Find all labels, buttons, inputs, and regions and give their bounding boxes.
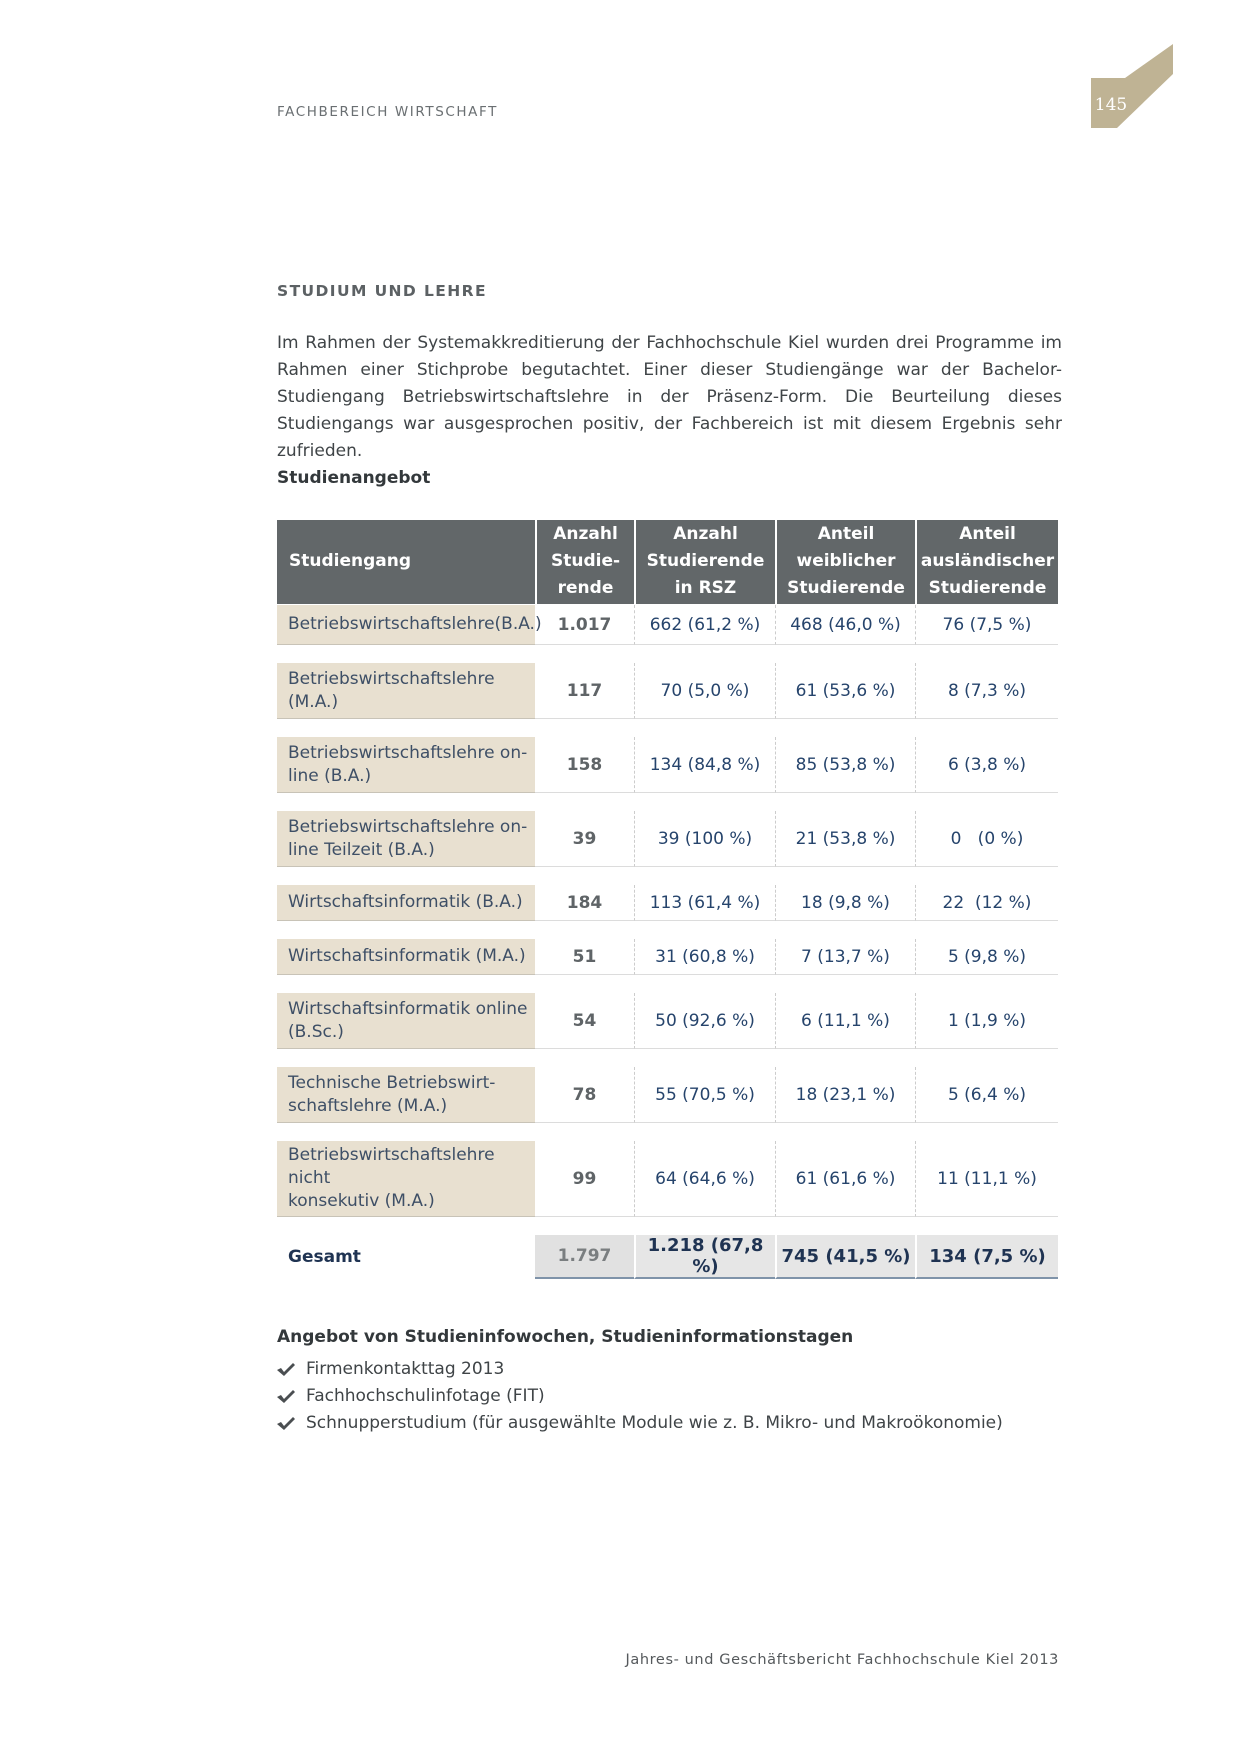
rsz-cell: 113 (61,4 %) (634, 885, 775, 921)
checkmark-icon (277, 1362, 295, 1376)
header-line: rende (557, 578, 614, 598)
program-line: Wirtschaftsinformatik online (288, 998, 528, 1019)
female-cell: 21 (53,8 %) (775, 811, 915, 867)
table-header-row (277, 520, 1058, 604)
list-item-label: Schnupperstudium (für ausgewählte Module wie z. B. Mikro- und Makroökonomie) (306, 1412, 1003, 1433)
female-cell: 468 (46,0 %) (775, 605, 915, 645)
checkmark-icon (277, 1416, 295, 1430)
header-line: in RSZ (674, 578, 737, 598)
total-foreign: 134 (7,5 %) (915, 1235, 1058, 1279)
program-line: Betriebswirtschaftslehre(B.A.) (288, 614, 542, 634)
header-female (775, 520, 915, 604)
foreign-cell: 11 (11,1 %) (915, 1141, 1058, 1217)
program-cell (277, 811, 535, 867)
list-item (277, 1355, 1003, 1382)
table-row (277, 1141, 1058, 1217)
total-female: 745 (41,5 %) (775, 1235, 915, 1279)
program-cell (277, 605, 542, 645)
program-line: Technische Betriebswirt- (288, 1072, 496, 1093)
list-item (277, 1409, 1003, 1436)
foreign-cell: 5 (9,8 %) (915, 939, 1058, 975)
list-item-label: Fachhochschulinfotage (FIT) (306, 1385, 545, 1406)
female-cell: 18 (23,1 %) (775, 1067, 915, 1123)
program-line: konsekutiv (M.A.) (288, 1191, 435, 1211)
female-cell: 18 (9,8 %) (775, 885, 915, 921)
rsz-cell: 50 (92,6 %) (634, 993, 775, 1049)
program-line: Betriebswirtschaftslehre nicht (288, 1145, 495, 1188)
studies-table (277, 520, 1058, 1279)
table-row (277, 811, 1058, 867)
page-number-badge (1091, 44, 1173, 128)
program-cell (277, 1067, 535, 1123)
program-line: schaftslehre (M.A.) (288, 1095, 448, 1116)
page-number: 145 (1094, 95, 1128, 115)
list-item-label: Firmenkontakttag 2013 (306, 1358, 505, 1379)
program-cell (277, 663, 535, 719)
section-title: STUDIUM UND LEHRE (277, 282, 487, 300)
program-line: line (B.A.) (288, 765, 372, 786)
rsz-cell: 39 (100 %) (634, 811, 775, 867)
program-line: line Teilzeit (B.A.) (288, 839, 435, 860)
table-row (277, 939, 1058, 975)
count-cell: 39 (535, 811, 634, 867)
rsz-cell: 70 (5,0 %) (634, 663, 775, 719)
header-line: ausländischer (920, 551, 1055, 571)
count-cell: 117 (535, 663, 634, 719)
table-row (277, 737, 1058, 793)
foreign-cell: 0 (0 %) (915, 811, 1058, 867)
count-cell: 1.017 (535, 605, 634, 645)
total-rsz: 1.218 (67,8 %) (634, 1235, 775, 1279)
program-cell (277, 885, 535, 921)
program-cell (277, 1141, 535, 1217)
header-line: Studierende (646, 551, 765, 571)
table-row (277, 663, 1058, 719)
table-row (277, 993, 1058, 1049)
female-cell: 61 (61,6 %) (775, 1141, 915, 1217)
header-line: Studierende (787, 578, 905, 598)
count-cell: 184 (535, 885, 634, 921)
program-line: (M.A.) (288, 691, 339, 712)
info-list (277, 1355, 1003, 1436)
header-line: Anteil (959, 524, 1016, 544)
total-label: Gesamt (277, 1235, 535, 1279)
table-title: Studienangebot (277, 468, 431, 488)
foreign-cell: 1 (1,9 %) (915, 993, 1058, 1049)
running-header: FACHBEREICH WIRTSCHAFT (277, 104, 498, 120)
foreign-cell: 22 (12 %) (915, 885, 1058, 921)
female-cell: 85 (53,8 %) (775, 737, 915, 793)
header-foreign (915, 520, 1058, 604)
header-line: Studierende (928, 578, 1047, 598)
table-row (277, 885, 1058, 921)
program-cell (277, 993, 535, 1049)
checkmark-icon (277, 1389, 295, 1403)
header-line: Studie- (550, 551, 621, 571)
header-line: Anzahl (553, 524, 618, 544)
page-badge-shape (1091, 44, 1173, 128)
rsz-cell: 662 (61,2 %) (634, 605, 775, 645)
rsz-cell: 64 (64,6 %) (634, 1141, 775, 1217)
program-line: (B.Sc.) (288, 1021, 344, 1042)
program-line: Wirtschaftsinformatik (M.A.) (288, 946, 526, 966)
header-program: Studiengang (277, 520, 535, 604)
program-cell (277, 737, 535, 793)
program-line: Betriebswirtschaftslehre (288, 668, 495, 689)
total-count: 1.797 (535, 1235, 634, 1279)
count-cell: 54 (535, 993, 634, 1049)
foreign-cell: 76 (7,5 %) (915, 605, 1058, 645)
header-count (535, 520, 634, 604)
program-line: Betriebswirtschaftslehre on- (288, 742, 528, 763)
rsz-cell: 134 (84,8 %) (634, 737, 775, 793)
info-section-title: Angebot von Studieninfowochen, Studieninformationstagen (277, 1327, 854, 1347)
rsz-cell: 31 (60,8 %) (634, 939, 775, 975)
total-row (277, 1235, 1058, 1279)
female-cell: 6 (11,1 %) (775, 993, 915, 1049)
intro-paragraph: Im Rahmen der Systemakkreditierung der Fachhochschule Kiel wurden drei Programme im Rahmen einer Stichprobe begutachtet. Einer dieser Studiengänge war der Bachelor-Studiengang Betriebswirtschaftslehre in der Präsenz-Form. Die Beurteilung dieses Studiengangs war ausgesprochen positiv, der Fachbereich ist mit diesem Ergebnis sehr zufrieden. (277, 333, 1062, 461)
list-item (277, 1382, 1003, 1409)
count-cell: 99 (535, 1141, 634, 1217)
header-line: Anzahl (673, 524, 738, 544)
header-rsz (634, 520, 775, 604)
table-row (277, 1067, 1058, 1123)
foreign-cell: 6 (3,8 %) (915, 737, 1058, 793)
table-row (277, 605, 1058, 645)
foreign-cell: 8 (7,3 %) (915, 663, 1058, 719)
count-cell: 78 (535, 1067, 634, 1123)
header-line: Anteil (817, 524, 875, 544)
female-cell: 61 (53,6 %) (775, 663, 915, 719)
count-cell: 51 (535, 939, 634, 975)
page-footer: Jahres- und Geschäftsbericht Fachhochschule Kiel 2013 (625, 1652, 1059, 1668)
rsz-cell: 55 (70,5 %) (634, 1067, 775, 1123)
count-cell: 158 (535, 737, 634, 793)
program-cell (277, 939, 535, 975)
program-line: Wirtschaftsinformatik (B.A.) (288, 892, 523, 912)
female-cell: 7 (13,7 %) (775, 939, 915, 975)
header-line: weiblicher (796, 551, 896, 571)
program-line: Betriebswirtschaftslehre on- (288, 816, 528, 837)
foreign-cell: 5 (6,4 %) (915, 1067, 1058, 1123)
